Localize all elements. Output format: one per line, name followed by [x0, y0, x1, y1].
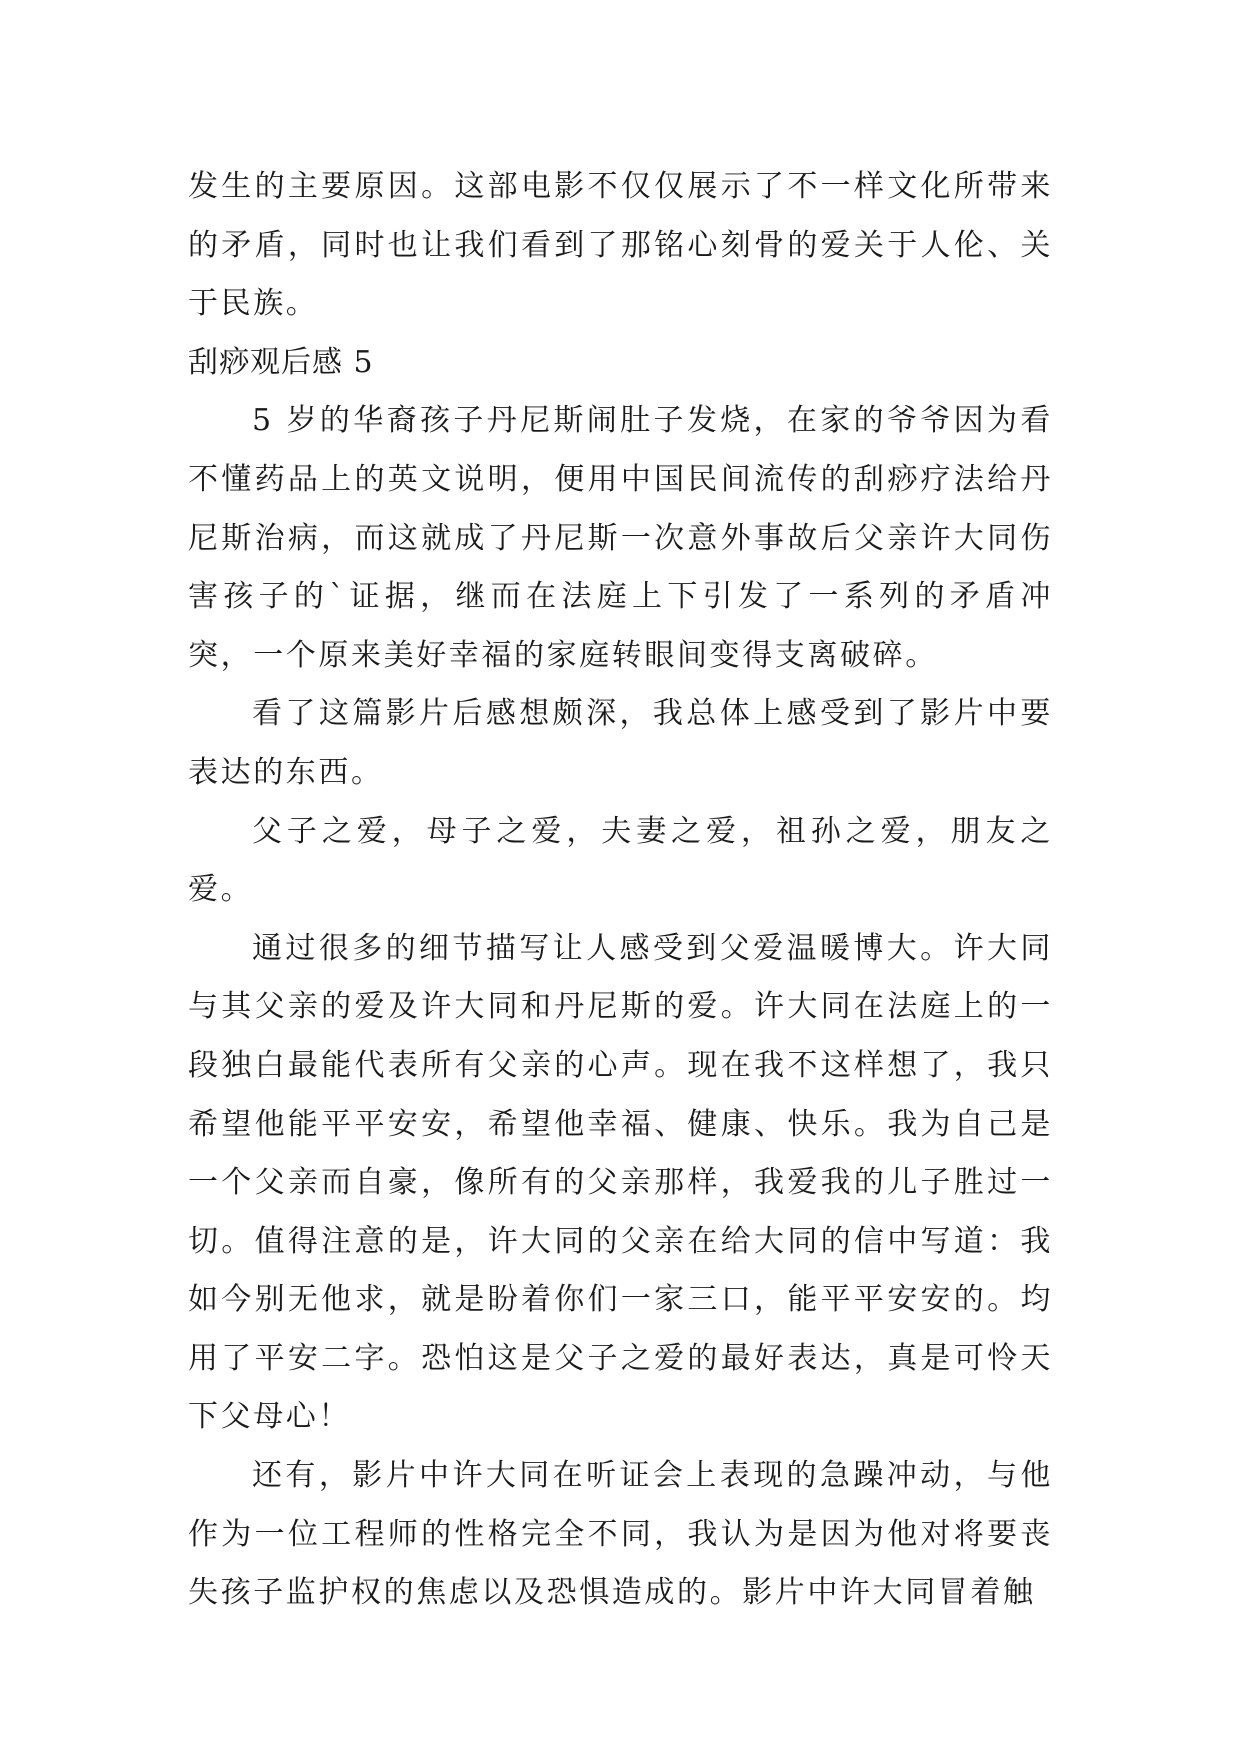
paragraph-3: 看了这篇影片后感想颇深，我总体上感受到了影片中要表达的东西。 — [188, 696, 1053, 790]
section-heading: 刮痧观后感 5 — [188, 344, 374, 380]
paragraph-5: 通过很多的细节描写让人感受到父爱温暖博大。许大同与其父亲的爱及许大同和丹尼斯的爱。许大同在法庭上的一段独白最能代表所有父亲的心声。现在我不这样想了，我只希望他能平平安安，希望他幸福、健康、快乐。我为自己是一个父亲而自豪，像所有的父亲那样，我爱我的儿子胜过一切。值得注意的是，许大同的父亲在给大同的信中写道：我如今别无他求，就是盼着你们一家三口，能平平安安的。均用了平安二字。恐怕这是父子之爱的最好表达，真是可怜天下父母心！ — [188, 930, 1053, 1435]
paragraph-4: 父子之爱，母子之爱，夫妻之爱，祖孙之爱，朋友之爱。 — [188, 813, 1053, 908]
paragraph-1: 发生的主要原因。这部电影不仅仅展示了不一样文化所带来的矛盾，同时也让我们看到了那铭心刻骨的爱关于人伦、关于民族。 — [188, 169, 1053, 322]
paragraph-6: 还有，影片中许大同在听证会上表现的急躁冲动，与他作为一位工程师的性格完全不同，我认为是因为他对将要丧失孩子监护权的焦虑以及恐惧造成的。影片中许大同冒着触 — [188, 1458, 1053, 1611]
paragraph-2: 5 岁的华裔孩子丹尼斯闹肚子发烧，在家的爷爷因为看不懂药品上的英文说明，便用中国民间流传的刮痧疗法给丹尼斯治病，而这就成了丹尼斯一次意外事故后父亲许大同伤害孩子的`证据，继而在法庭上下引发了一系列的矛盾冲突，一个原来美好幸福的家庭转眼间变得支离破碎。 — [188, 403, 1053, 673]
document-body — [188, 158, 1053, 1623]
